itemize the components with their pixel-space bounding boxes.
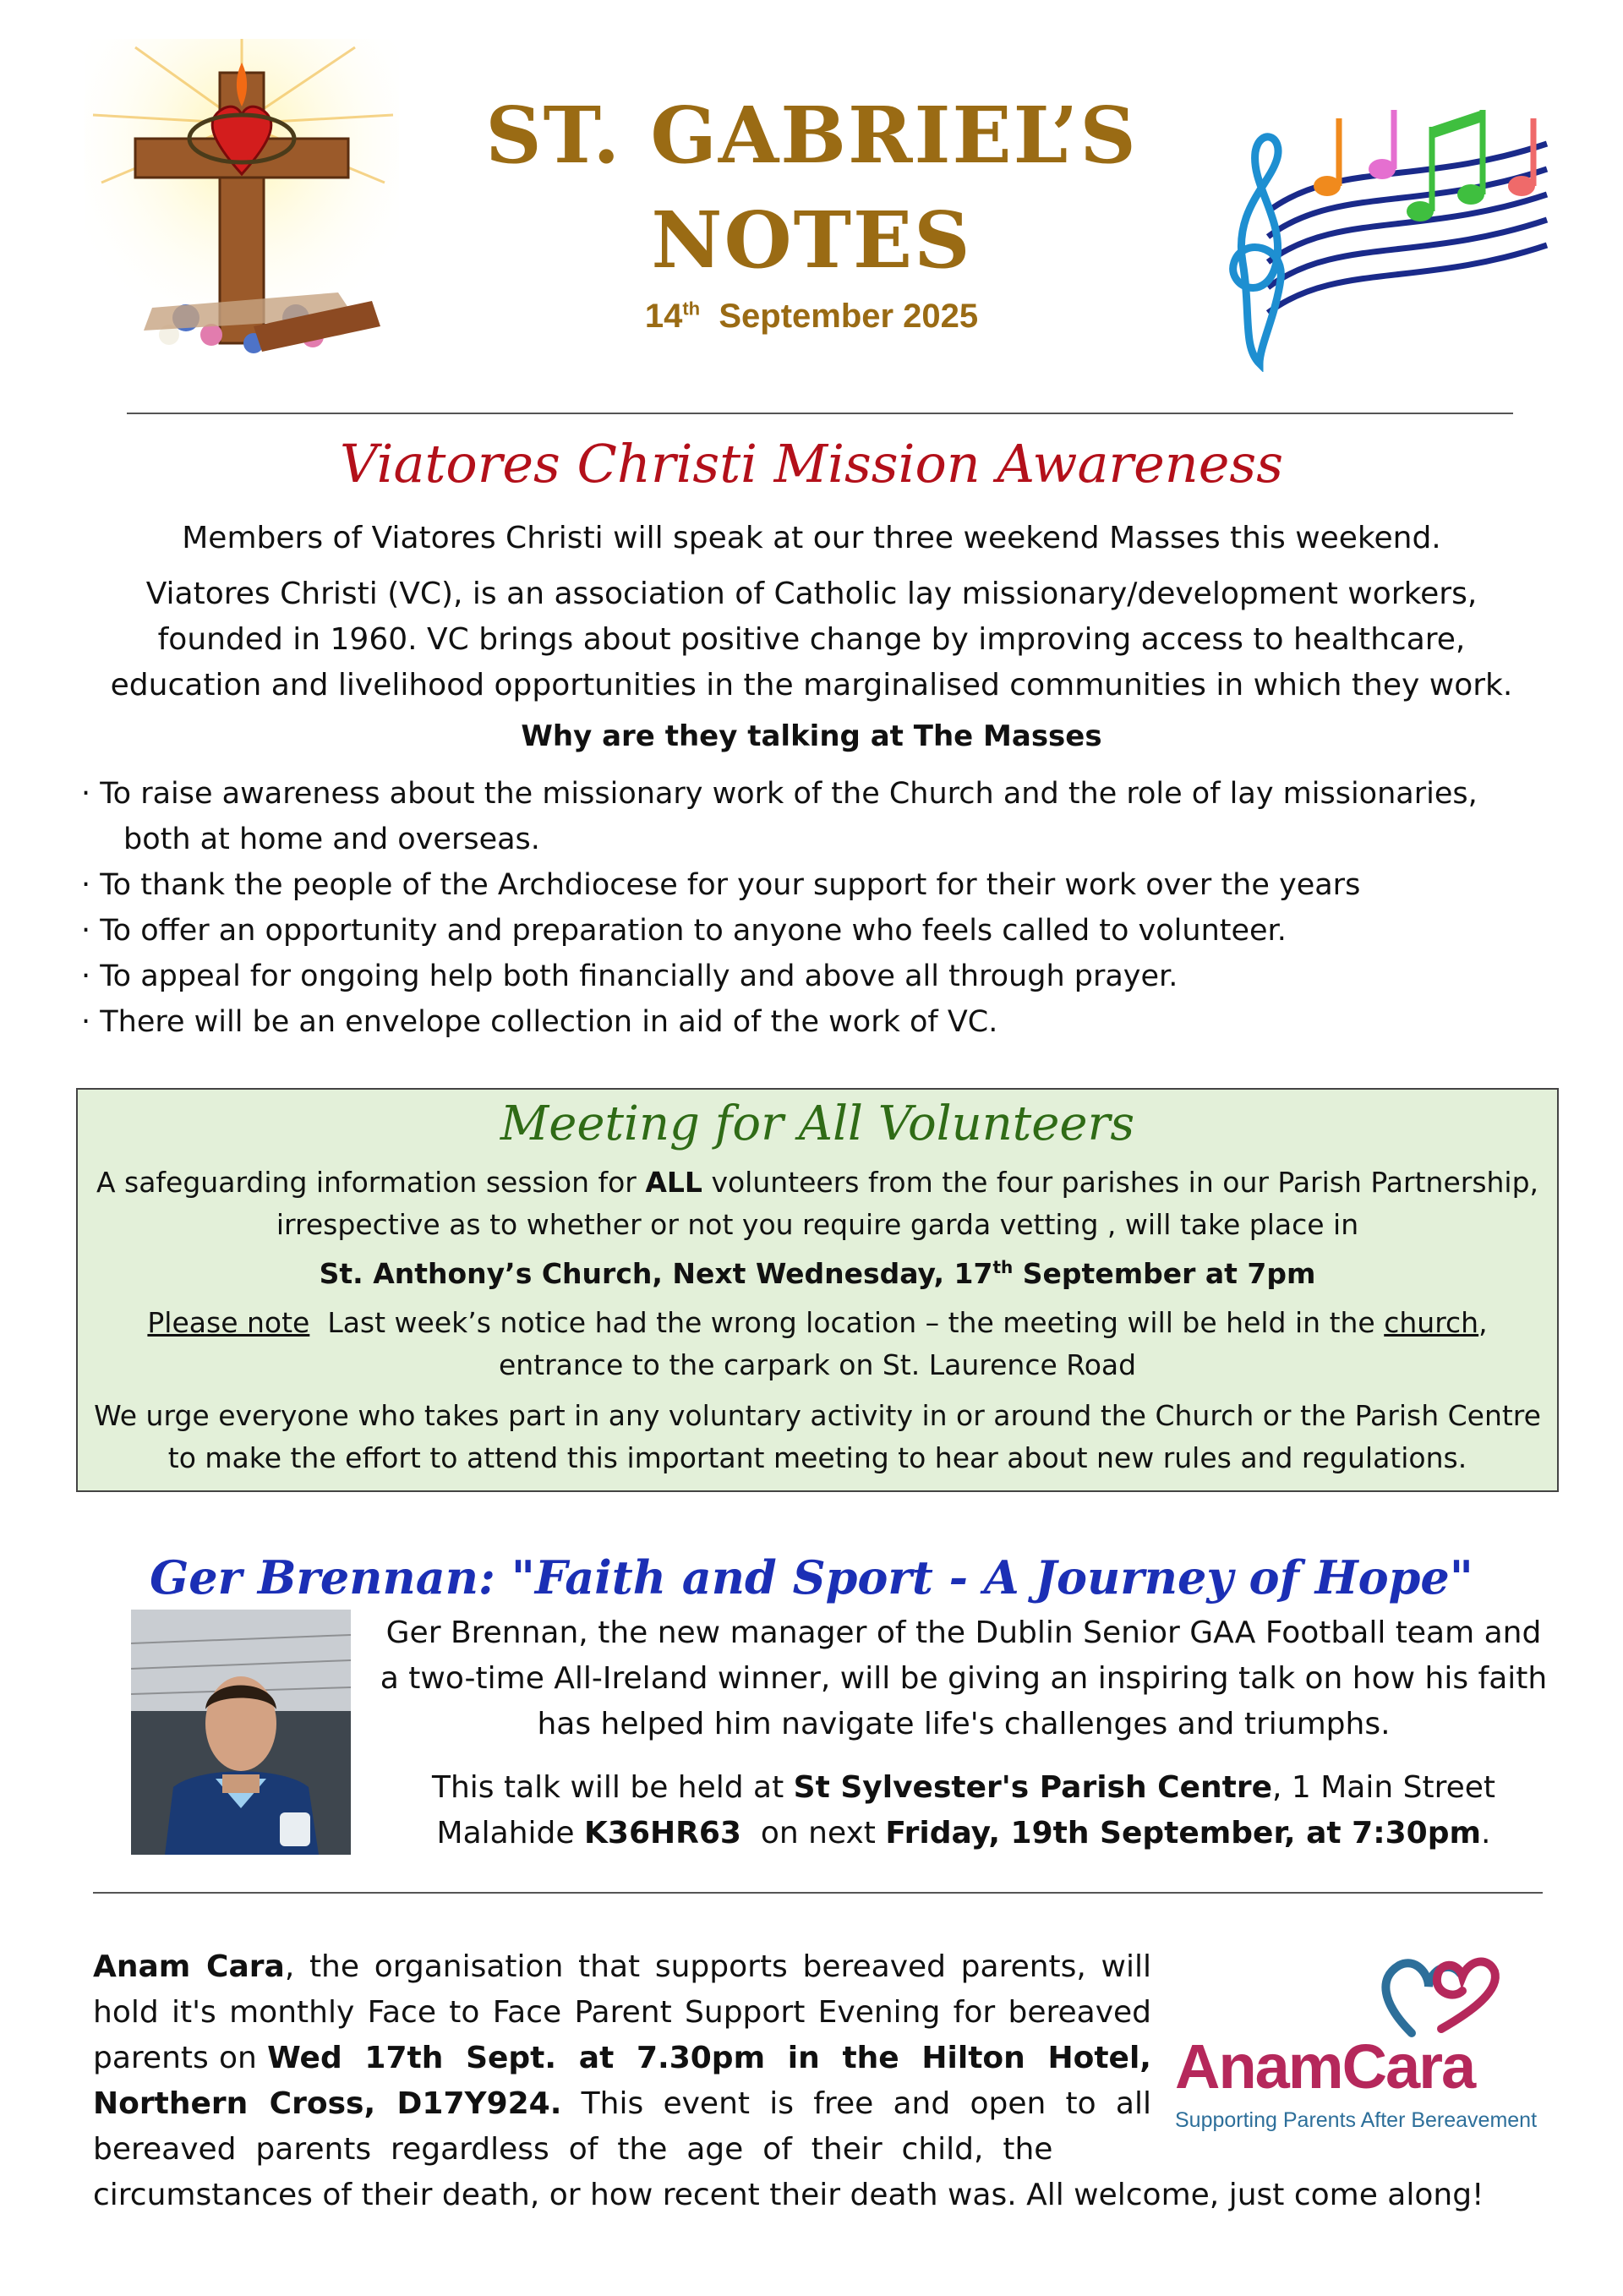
venue-text-d: . [1480,1816,1491,1850]
note-church: church [1384,1306,1479,1339]
note-a: Last week’s notice had the wrong location – the meeting will be held in the [309,1306,1385,1339]
divider [93,1892,1543,1894]
anam-cara-text-b: This event is free and open to all bereaved parents regardless of the age of their child, the [93,2086,1161,2167]
venue-place: St Sylvester's Parish Centre [793,1770,1272,1805]
brennan-heading: Ger Brennan: "Faith and Sport - A Journey of Hope" [150,1550,1473,1604]
viatores-intro: Members of Viatores Christi will speak at our three weekend Masses this weekend. [182,521,1441,555]
list-item: · To appeal for ongoing help both financially and above all through prayer. [81,959,1178,993]
note-label: Please note [147,1306,310,1339]
volunteers-text-b: volunteers from the four parishes in our Parish Partnership, irrespective as to whether or not you require garda vetting , will take place in [276,1166,1539,1241]
sacred-heart-cross-image [85,39,399,380]
volunteers-heading: Meeting for All Volunteers [500,1096,1135,1151]
page-title [406,83,1217,292]
note-b: , entrance to the carpark on St. Laurence Road [498,1306,1488,1381]
venue-a: St. Anthony’s Church, Next Wednesday, 17 [319,1257,993,1290]
list-item: · To raise awareness about the missionary work of the Church and the role of lay missionaries, [81,777,1478,811]
anam-cara-logo-name: AnamCara [1175,2031,1475,2102]
volunteers-venue [320,1257,1316,1290]
music-notes-image [1209,93,1564,372]
brennan-description: Ger Brennan, the new manager of the Dublin Senior GAA Football team and a two-time All-Ireland winner, will be giving an inspiring talk on how his faith has helped him navigate life's challenges and triumphs. [380,1615,1548,1741]
ger-brennan-photo [131,1610,351,1855]
list-item: · To offer an opportunity and preparation to anyone who feels called to volunteer. [81,914,1287,948]
list-item: both at home and overseas. [123,823,540,856]
date-suffix: th [682,298,701,320]
issue-date [406,298,1217,336]
anam-cara-text [93,1944,1173,2173]
date-day: 14 [644,298,683,335]
venue-date: Friday, 19th September, at 7:30pm [885,1816,1481,1850]
anam-cara-logo-tagline: Supporting Parents After Bereavement [1175,2108,1538,2132]
volunteers-urge: We urge everyone who takes part in any voluntary activity in or around the Church or the Parish Centre to make the effort to attend this important meeting to hear about new rules and regulations. [94,1399,1541,1474]
venue-b: September at 7pm [1013,1257,1316,1290]
brennan-venue [372,1765,1555,1856]
divider [127,413,1513,414]
viatores-description: Viatores Christi (VC), is an association of Catholic lay missionary/development workers, founded in 1960. VC brings about positive change by improving access to healthcare, education and livelihood opportunities in the marginalised communities in which they work. [110,577,1513,702]
venue-sup: th [992,1257,1014,1277]
volunteers-all-emphasis: ALL [645,1166,702,1199]
anam-cara-name: Anam Cara [93,1949,285,1984]
anam-cara-last-line: circumstances of their death, or how recent their death was. All welcome, just come along! [93,2178,1484,2212]
viatores-bullet-list [81,771,1552,1045]
date-month-year: September 2025 [719,298,979,335]
venue-text-c: on next [740,1816,886,1850]
venue-text-b: , 1 Main Street Malahide [436,1770,1496,1850]
volunteers-text-a: A safeguarding information session for [96,1166,646,1199]
volunteers-text [93,1162,1542,1295]
viatores-why-heading: Why are they talking at The Masses [521,719,1102,753]
title-line-1: ST. GABRIEL’S [485,90,1138,181]
title-line-2: NOTES [651,194,972,286]
list-item: · To thank the people of the Archdiocese for your support for their work over the years [81,868,1361,902]
anam-cara-event: Wed 17th Sept. at 7.30pm in the Hilton Hotel, Northern Cross, D17Y924. [93,2041,1173,2121]
anam-cara-text-a: , the organisation that supports bereaved parents, will hold it's monthly Face to Face Parent Support Evening for bereaved parents on [93,1949,1151,2075]
viatores-heading: Viatores Christi Mission Awareness [339,433,1284,495]
anam-cara-logo [1167,1953,1555,2139]
venue-eircode: K36HR63 [584,1816,741,1850]
volunteers-note [93,1302,1542,1386]
venue-text-a: This talk will be held at [431,1770,794,1805]
list-item: · There will be an envelope collection in aid of the work of VC. [81,1005,998,1039]
